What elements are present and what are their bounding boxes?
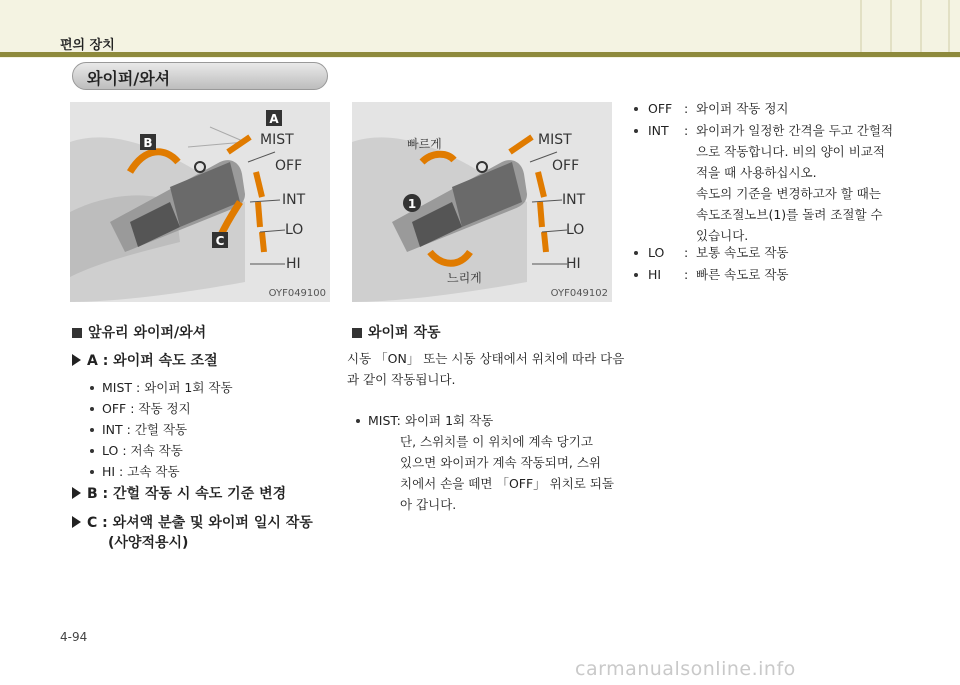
dot-bullet-icon	[90, 386, 94, 390]
label-off: OFF	[275, 158, 303, 174]
int-line: 적을 때 사용하십시오.	[696, 165, 817, 180]
page-title: 와이퍼/와셔	[87, 69, 171, 88]
int-line: 있습니다.	[696, 228, 749, 243]
list-item: INT : 간헐 작동	[90, 419, 233, 440]
triangle-bullet-icon	[72, 516, 81, 528]
dot-bullet-icon	[634, 273, 638, 277]
intro-line: 시동 「ON」 또는 시동 상태에서 위치에 따라 다음	[347, 351, 625, 366]
triangle-bullet-icon	[72, 354, 81, 366]
wiper-stalk-illustration	[70, 102, 330, 302]
mist-line: 있으면 와이퍼가 계속 작동되며, 스위	[400, 455, 601, 470]
list-item: OFF : 작동 정지	[90, 398, 233, 419]
list-item: HI : 고속 작동	[90, 461, 233, 482]
int-line: 으로 작동합니다. 비의 양이 비교적	[696, 144, 885, 159]
label-lo: LO	[566, 222, 585, 238]
dot-bullet-icon	[90, 470, 94, 474]
square-bullet-icon	[352, 328, 362, 338]
a-items	[90, 377, 233, 482]
dot-bullet-icon	[90, 428, 94, 432]
label-slow: 느리게	[447, 271, 482, 285]
int-line: 속도의 기준을 변경하고자 할 때는	[696, 186, 881, 201]
dot-bullet-icon	[90, 407, 94, 411]
a-title: A : 와이퍼 속도 조절	[72, 350, 218, 370]
knob-number: 1	[407, 197, 417, 211]
badge-c: C	[215, 234, 225, 248]
header-decoration	[948, 0, 950, 52]
label-mist: MIST	[260, 132, 294, 148]
dot-bullet-icon	[90, 449, 94, 453]
header-bar	[0, 52, 960, 57]
label-mist: MIST	[538, 132, 572, 148]
list-item: LO : 저속 작동	[90, 440, 233, 461]
list-item: MIST : 와이퍼 1회 작동	[90, 377, 233, 398]
header-decoration	[920, 0, 922, 52]
mist-line: 단, 스위치를 이 위치에 계속 당기고	[400, 434, 593, 449]
middle-intro	[347, 348, 624, 390]
dot-bullet-icon	[634, 129, 638, 133]
badge-a: A	[269, 112, 279, 126]
watermark: carmanualsonline.info	[575, 658, 796, 680]
dot-bullet-icon	[634, 251, 638, 255]
mist-line: 아 갑니다.	[400, 497, 457, 512]
middle-heading: 와이퍼 작동	[352, 322, 441, 342]
page-header	[0, 0, 960, 58]
int-line: 속도조절노브(1)를 돌려 조절할 수	[696, 207, 883, 222]
c-subtitle: (사양적용시)	[108, 535, 189, 551]
badge-b: B	[143, 136, 153, 150]
mist-line: 치에서 손을 떼면 「OFF」 위치로 되돌	[400, 476, 614, 491]
title-pill	[72, 62, 328, 90]
int-line: 와이퍼가 일정한 간격을 두고 간헐적	[696, 123, 894, 138]
label-off: OFF	[552, 158, 580, 174]
triangle-bullet-icon	[72, 487, 81, 499]
label-lo: LO	[285, 222, 304, 238]
c-title: C : 와셔액 분출 및 와이퍼 일시 작동	[72, 512, 313, 532]
figure-speed-knob	[352, 102, 612, 302]
section-title: 편의 장치	[60, 38, 115, 53]
label-fast: 빠르게	[407, 137, 442, 151]
label-int: INT	[282, 192, 306, 208]
label-int: INT	[562, 192, 586, 208]
intro-line: 과 같이 작동됩니다.	[347, 372, 456, 387]
header-decoration	[890, 0, 892, 52]
figure-wiper-switch	[70, 102, 330, 302]
mist-description	[356, 410, 626, 515]
left-heading: 앞유리 와이퍼/와셔	[72, 322, 206, 342]
b-title: B : 간헐 작동 시 속도 기준 변경	[72, 483, 286, 503]
square-bullet-icon	[72, 328, 82, 338]
mist-line: MIST: 와이퍼 1회 작동	[356, 410, 626, 431]
figure-code: OYF049100	[268, 288, 326, 299]
label-hi: HI	[286, 256, 301, 272]
header-decoration	[860, 0, 862, 52]
dot-bullet-icon	[356, 419, 360, 423]
figure-code: OYF049102	[550, 288, 608, 299]
dot-bullet-icon	[634, 107, 638, 111]
page-number: 4-94	[60, 630, 88, 644]
wiper-knob-illustration	[352, 102, 612, 302]
label-hi: HI	[566, 256, 581, 272]
